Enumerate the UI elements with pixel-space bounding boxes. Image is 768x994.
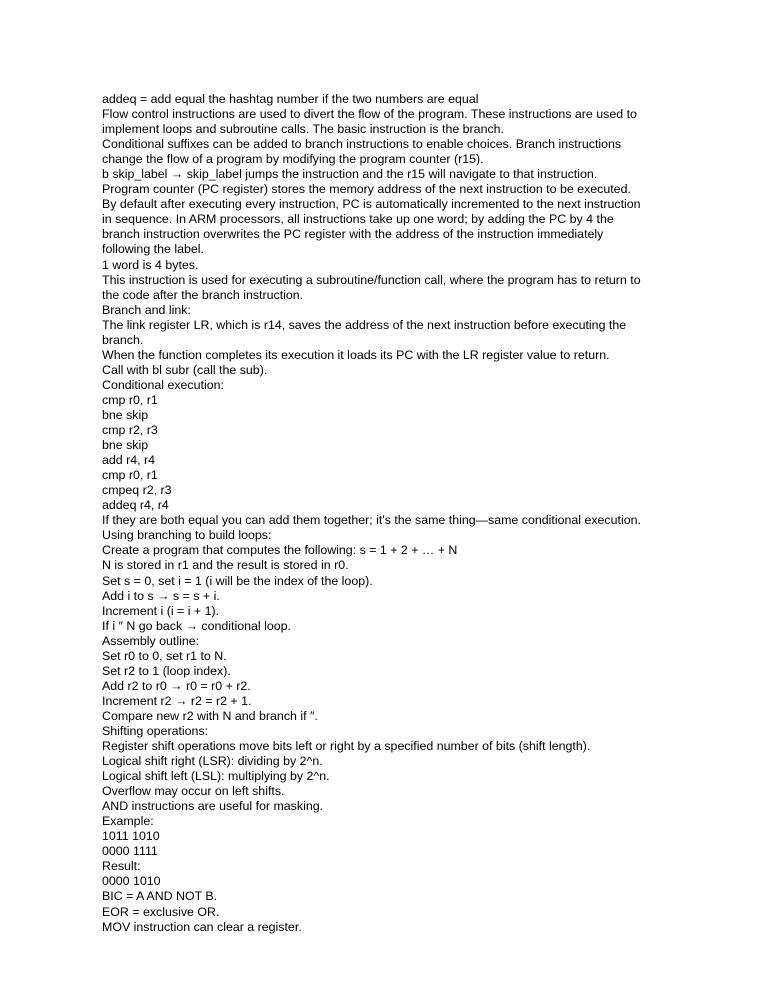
text-line: Compare new r2 with N and branch if ″. — [102, 708, 318, 723]
text-line: b skip_label → skip_label jumps the instruction and the r15 will navigate to that instruction. — [102, 167, 598, 182]
text-line: When the function completes its execution it loads its PC with the LR register value to return. — [102, 347, 610, 362]
text-line: implement loops and subroutine calls. The basic instruction is the branch. — [102, 122, 504, 137]
text-line: addeq = add equal the hashtag number if the two numbers are equal — [102, 92, 479, 106]
text-line: 1011 1010 — [102, 829, 160, 844]
text-line: 0000 1111 — [102, 844, 158, 859]
text-line: Using branching to build loops: — [102, 528, 272, 543]
text-line: following the label. — [102, 242, 204, 257]
text-line: cmp r0, r1 — [102, 468, 158, 483]
text-line: change the flow of a program by modifying the program counter (r15). — [102, 152, 484, 167]
text-line: addeq r4, r4 — [102, 498, 169, 513]
text-line: Register shift operations move bits left or right by a specified number of bits (shift length). — [102, 739, 591, 754]
text-line: Increment r2 → r2 = r2 + 1. — [102, 693, 252, 708]
text-line: MOV instruction can clear a register. — [102, 919, 302, 934]
text-line: Increment i (i = i + 1). — [102, 603, 220, 618]
text-line: If i ″ N go back → conditional loop. — [102, 618, 291, 633]
text-line: BIC = A AND NOT B. — [102, 889, 218, 904]
text-line: Add i to s → s = s + i. — [102, 588, 220, 603]
text-line: Assembly outline: — [102, 633, 200, 648]
text-line: cmpeq r2, r3 — [102, 483, 172, 498]
text-line: By default after executing every instruction, PC is automatically incremented to the next instruction — [102, 197, 641, 212]
text-line: cmp r2, r3 — [102, 423, 158, 438]
text-line: Add r2 to r0 → r0 = r0 + r2. — [102, 678, 251, 693]
text-line: Create a program that computes the following: s = 1 + 2 + … + N — [102, 543, 458, 558]
text-line: Program counter (PC register) stores the memory address of the next instruction to be executed. — [102, 182, 631, 197]
text-line: This instruction is used for executing a subroutine/function call, where the program has to return to — [102, 272, 641, 287]
text-line: add r4, r4 — [102, 453, 156, 468]
text-line: Example: — [102, 814, 154, 829]
text-line: bne skip — [102, 438, 149, 453]
text-line: branch instruction overwrites the PC register with the address of the instruction immediately — [102, 227, 604, 242]
text-line: Set r0 to 0, set r1 to N. — [102, 648, 227, 663]
text-line: Call with bl subr (call the sub). — [102, 362, 268, 377]
text-line: Set r2 to 1 (loop index). — [102, 663, 231, 678]
text-line: AND instructions are useful for masking. — [102, 799, 324, 814]
text-line: Overflow may occur on left shifts. — [102, 784, 285, 799]
text-line: Shifting operations: — [102, 723, 209, 738]
text-line: Set s = 0, set i = 1 (i will be the index of the loop). — [102, 573, 373, 588]
text-line: Conditional suffixes can be added to branch instructions to enable choices. Branch instructions — [102, 137, 622, 152]
text-line: branch. — [102, 332, 144, 347]
text-line: The link register LR, which is r14, saves the address of the next instruction before executing the — [102, 317, 627, 332]
text-line: N is stored in r1 and the result is stored in r0. — [102, 558, 349, 573]
text-line: the code after the branch instruction. — [102, 287, 304, 302]
text-line: Logical shift right (LSR): dividing by 2^n. — [102, 754, 323, 769]
text-line: Logical shift left (LSL): multiplying by 2^n. — [102, 769, 330, 784]
text-line: If they are both equal you can add them together; it's the same thing—same conditional execution. — [102, 513, 641, 528]
text-line: in sequence. In ARM processors, all instructions take up one word; by adding the PC by 4 the — [102, 212, 614, 227]
document-body — [102, 92, 682, 935]
text-line: cmp r0, r1 — [102, 392, 158, 407]
text-line: Flow control instructions are used to divert the flow of the program. These instructions are used to — [102, 107, 637, 122]
text-line: Conditional execution: — [102, 377, 224, 392]
text-line: Result: — [102, 859, 141, 874]
text-line: EOR = exclusive OR. — [102, 904, 220, 919]
text-line: 1 word is 4 bytes. — [102, 257, 199, 272]
text-line: 0000 1010 — [102, 874, 161, 889]
text-line: bne skip — [102, 407, 149, 422]
text-line: Branch and link: — [102, 302, 191, 317]
